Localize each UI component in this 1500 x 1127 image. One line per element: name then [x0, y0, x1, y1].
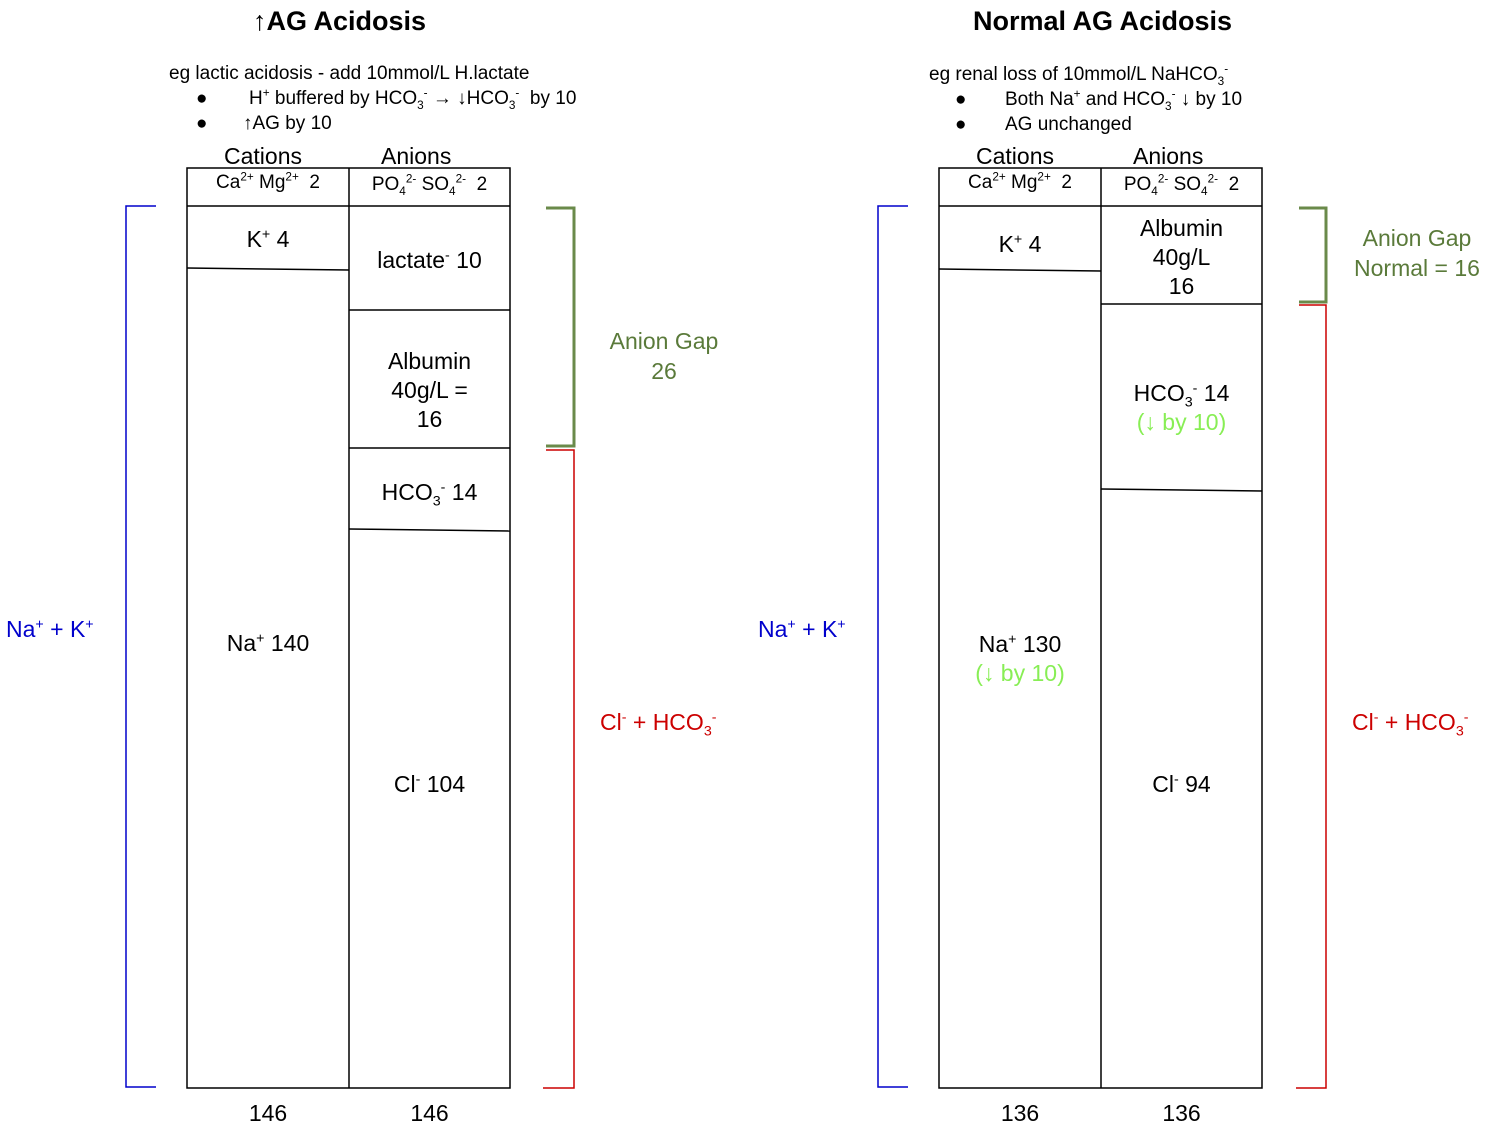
right-hco3-cell: $HCO_3^-$ 14 (↓ by 10) [1101, 379, 1262, 437]
right-cl-cell: Cl- 94 [1152, 771, 1211, 797]
left-blue-bracket [126, 206, 156, 1087]
right-cat-header: $Ca^{2+}$ $Mg^{2+}$ 2 [968, 170, 1072, 193]
left-total-anions: 146 [410, 1100, 449, 1126]
right-na-cell: Na+ 130 (↓ by 10) [939, 630, 1101, 688]
right-title: Normal AG Acidosis [973, 6, 1233, 36]
right-green-bracket [1299, 208, 1326, 302]
right-total-anions: 136 [1162, 1100, 1201, 1126]
right-k-cell: K+ 4 [998, 231, 1042, 257]
right-subtitle: eg renal loss of 10mmol/L NaHCO$_3$- [929, 62, 1229, 88]
left-an-header: $PO_4^{2-}$ $SO_4^{2-}$ 2 [371, 172, 488, 198]
right-na-k-label: Na+ + K+ [758, 616, 846, 642]
left-cl-cell: Cl- 104 [393, 771, 466, 797]
right-albumin-cell: Albumin 40g/L 16 [1139, 215, 1224, 299]
left-na-cell: Na+ 140 [226, 630, 310, 656]
left-cat-header: $Ca^{2+}$ $Mg^{2+}$ 2 [216, 170, 320, 193]
left-red-bracket [543, 450, 574, 1088]
left-k-cell: K+ 4 [246, 226, 290, 252]
left-table-lines [187, 168, 510, 1088]
left-green-bracket [546, 208, 574, 446]
left-anions-label: Anions [381, 143, 452, 169]
right-table-lines [939, 168, 1262, 1088]
right-blue-bracket [878, 206, 908, 1087]
left-cl-hco3-label: $Cl^- + HCO_3^-$ [600, 709, 717, 740]
right-cations-label: Cations [976, 143, 1054, 169]
right-anions-label: Anions [1133, 143, 1204, 169]
left-lactate-cell: lactate- 10 [377, 247, 482, 273]
right-cl-hco3-label: $Cl^- + HCO_3^-$ [1352, 709, 1469, 740]
left-cations-label: Cations [224, 143, 302, 169]
right-red-bracket [1296, 305, 1326, 1088]
left-total-cations: 146 [248, 1100, 288, 1126]
right-na-note: (↓ by 10) [975, 660, 1065, 686]
left-hco3-cell: $HCO_3^-$ 14 [381, 479, 478, 510]
left-anion-gap-label: Anion Gap 26 [609, 328, 719, 384]
left-na-k-label: Na+ + K+ [6, 616, 94, 642]
left-title: ↑AG Acidosis [253, 6, 427, 36]
right-an-header: $PO_4^{2-}$ $SO_4^{2-}$ 2 [1123, 172, 1240, 198]
right-total-cations: 136 [1000, 1100, 1040, 1126]
left-subtitle: eg lactic acidosis - add 10mmol/L H.lactate [169, 63, 530, 84]
right-hco3-note: (↓ by 10) [1136, 409, 1227, 435]
left-albumin-cell: Albumin 40g/L = 16 [387, 348, 472, 432]
right-anion-gap-label: Anion Gap Normal = 16 [1354, 225, 1480, 281]
